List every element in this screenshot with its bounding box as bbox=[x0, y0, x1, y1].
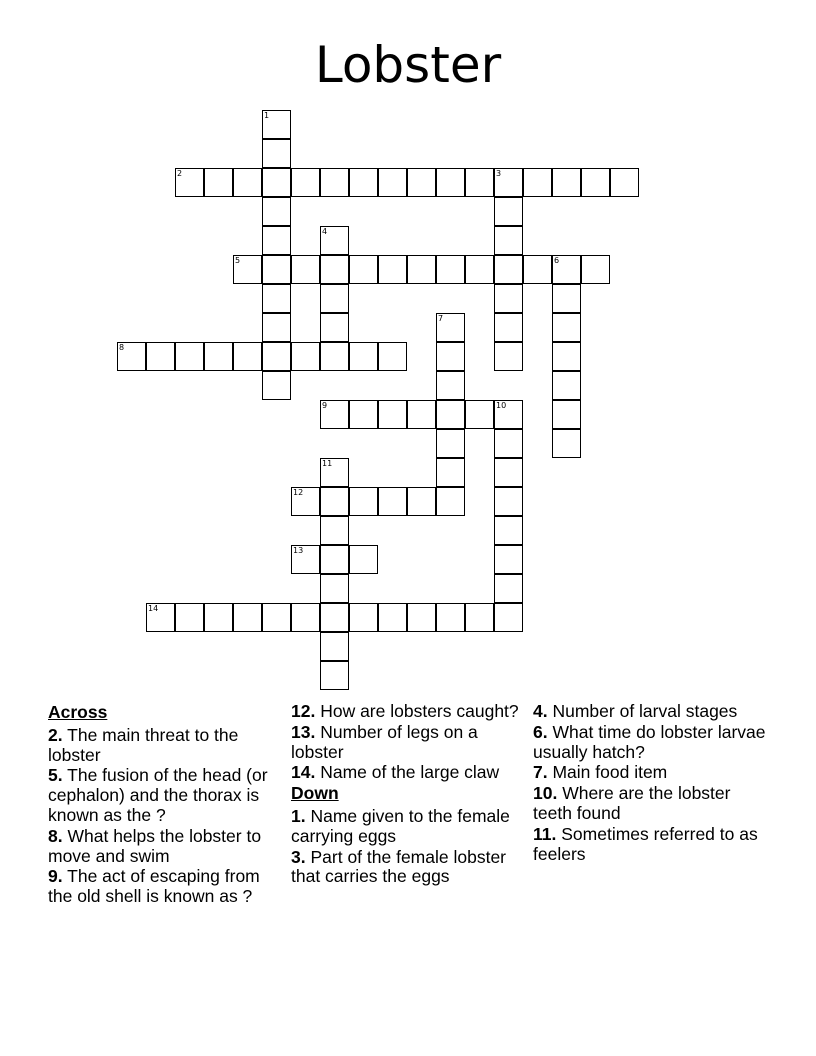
grid-cell[interactable] bbox=[494, 255, 523, 284]
grid-cell[interactable] bbox=[436, 487, 465, 516]
grid-cell[interactable] bbox=[523, 168, 552, 197]
grid-cell[interactable] bbox=[262, 342, 291, 371]
grid-cell[interactable] bbox=[349, 168, 378, 197]
grid-cell[interactable] bbox=[204, 168, 233, 197]
grid-cell[interactable] bbox=[233, 342, 262, 371]
grid-cell[interactable] bbox=[349, 603, 378, 632]
grid-cell[interactable] bbox=[407, 255, 436, 284]
grid-cell[interactable] bbox=[378, 168, 407, 197]
grid-cell[interactable] bbox=[494, 516, 523, 545]
grid-cell-11[interactable] bbox=[320, 458, 349, 487]
puzzle-title: Lobster bbox=[314, 36, 502, 94]
grid-cell[interactable] bbox=[378, 487, 407, 516]
clue-across-13: 13. Number of legs on a lobster bbox=[291, 721, 478, 762]
grid-cell[interactable] bbox=[465, 255, 494, 284]
grid-cell[interactable] bbox=[552, 429, 581, 458]
grid-cell[interactable] bbox=[291, 342, 320, 371]
grid-cell[interactable] bbox=[320, 516, 349, 545]
grid-cell[interactable] bbox=[233, 168, 262, 197]
grid-cell[interactable] bbox=[349, 400, 378, 429]
grid-cell[interactable] bbox=[320, 342, 349, 371]
grid-cell[interactable] bbox=[320, 284, 349, 313]
grid-cell[interactable] bbox=[320, 168, 349, 197]
clue-number: 8 bbox=[119, 343, 125, 352]
clue-across-2: 2. The main threat to the lobster bbox=[48, 724, 239, 765]
grid-cell[interactable] bbox=[320, 487, 349, 516]
grid-cell[interactable] bbox=[552, 313, 581, 342]
grid-cell[interactable] bbox=[320, 603, 349, 632]
grid-cell[interactable] bbox=[378, 342, 407, 371]
clues-column-2 bbox=[291, 702, 523, 888]
grid-cell[interactable] bbox=[407, 487, 436, 516]
clue-number: 1 bbox=[264, 111, 270, 120]
grid-cell[interactable] bbox=[320, 661, 349, 690]
clue-number: 9 bbox=[322, 401, 328, 410]
grid-cell[interactable] bbox=[175, 342, 204, 371]
clue-number: 3 bbox=[496, 169, 502, 178]
clue-number: 13 bbox=[293, 546, 304, 555]
grid-cell[interactable] bbox=[349, 255, 378, 284]
clue-number: 11 bbox=[322, 459, 333, 468]
grid-cell[interactable] bbox=[494, 545, 523, 574]
grid-cell[interactable] bbox=[436, 255, 465, 284]
grid-cell[interactable] bbox=[175, 603, 204, 632]
grid-cell[interactable] bbox=[523, 255, 552, 284]
grid-cell[interactable] bbox=[581, 168, 610, 197]
grid-cell[interactable] bbox=[349, 545, 378, 574]
clue-down-7: 7. Main food item bbox=[533, 762, 668, 783]
grid-cell[interactable] bbox=[494, 197, 523, 226]
grid-cell[interactable] bbox=[378, 603, 407, 632]
clue-across-14: 14. Name of the large claw bbox=[291, 762, 500, 783]
grid-cell-12[interactable] bbox=[291, 487, 320, 516]
grid-cell[interactable] bbox=[465, 168, 494, 197]
grid-cell-4[interactable] bbox=[320, 226, 349, 255]
down-heading: Down bbox=[291, 783, 339, 804]
grid-cell[interactable] bbox=[291, 603, 320, 632]
grid-cell[interactable] bbox=[407, 400, 436, 429]
grid-cell[interactable] bbox=[494, 313, 523, 342]
grid-cell[interactable] bbox=[436, 400, 465, 429]
grid-cell[interactable] bbox=[204, 342, 233, 371]
clue-number: 4 bbox=[322, 227, 328, 236]
clue-down-4: 4. Number of larval stages bbox=[533, 701, 738, 721]
grid-cell[interactable] bbox=[291, 255, 320, 284]
clue-down-6: 6. What time do lobster larvae usually hatch? bbox=[533, 721, 766, 762]
grid-cell[interactable] bbox=[436, 429, 465, 458]
grid-cell[interactable] bbox=[494, 603, 523, 632]
grid-cell[interactable] bbox=[494, 487, 523, 516]
grid-cell[interactable] bbox=[262, 168, 291, 197]
clue-number: 6 bbox=[554, 256, 560, 265]
grid-cell[interactable] bbox=[436, 371, 465, 400]
grid-cell[interactable] bbox=[320, 632, 349, 661]
clue-number: 12 bbox=[293, 488, 304, 497]
grid-cell[interactable] bbox=[552, 168, 581, 197]
grid-cell-10[interactable] bbox=[494, 400, 523, 429]
grid-cell[interactable] bbox=[552, 400, 581, 429]
grid-cell[interactable] bbox=[610, 168, 639, 197]
grid-cell[interactable] bbox=[407, 603, 436, 632]
grid-cell[interactable] bbox=[349, 342, 378, 371]
grid-cell[interactable] bbox=[233, 603, 262, 632]
grid-cell[interactable] bbox=[581, 255, 610, 284]
grid-cell[interactable] bbox=[552, 284, 581, 313]
grid-cell[interactable] bbox=[320, 545, 349, 574]
grid-cell[interactable] bbox=[494, 574, 523, 603]
clue-down-11: 11. Sometimes referred to as feelers bbox=[533, 823, 758, 864]
clue-across-12: 12. How are lobsters caught? bbox=[291, 701, 519, 721]
grid-cell[interactable] bbox=[204, 603, 233, 632]
grid-cell[interactable] bbox=[465, 603, 494, 632]
grid-cell[interactable] bbox=[262, 603, 291, 632]
grid-cell[interactable] bbox=[465, 400, 494, 429]
clue-number: 10 bbox=[496, 401, 507, 410]
grid-cell[interactable] bbox=[262, 197, 291, 226]
grid-cell[interactable] bbox=[494, 342, 523, 371]
grid-cell[interactable] bbox=[320, 313, 349, 342]
grid-cell[interactable] bbox=[378, 255, 407, 284]
clues-column-3 bbox=[533, 702, 773, 865]
across-heading: Across bbox=[48, 702, 108, 722]
grid-cell[interactable] bbox=[436, 342, 465, 371]
grid-cell-3[interactable] bbox=[494, 168, 523, 197]
clue-down-3: 3. Part of the female lobster that carries the eggs bbox=[291, 846, 507, 887]
grid-cell[interactable] bbox=[436, 458, 465, 487]
grid-cell[interactable] bbox=[552, 371, 581, 400]
grid-cell[interactable] bbox=[494, 458, 523, 487]
grid-cell[interactable] bbox=[262, 255, 291, 284]
grid-cell-1[interactable] bbox=[262, 110, 291, 139]
grid-cell-6[interactable] bbox=[552, 255, 581, 284]
clue-number: 14 bbox=[148, 604, 159, 613]
clues-column-1 bbox=[48, 702, 288, 908]
grid-cell-14[interactable] bbox=[146, 603, 175, 632]
grid-cell[interactable] bbox=[349, 487, 378, 516]
grid-cell[interactable] bbox=[436, 168, 465, 197]
clue-number: 7 bbox=[438, 314, 444, 323]
clue-down-1: 1. Name given to the female carrying eggs bbox=[291, 805, 510, 846]
grid-cell[interactable] bbox=[436, 603, 465, 632]
grid-cell-7[interactable] bbox=[436, 313, 465, 342]
clue-down-10: 10. Where are the lobster teeth found bbox=[533, 783, 731, 823]
clue-number: 5 bbox=[235, 256, 241, 265]
grid-cell-8[interactable] bbox=[117, 342, 146, 371]
grid-cell[interactable] bbox=[320, 574, 349, 603]
clue-across-8: 8. What helps the lobster to move and swim bbox=[48, 825, 262, 866]
grid-cell[interactable] bbox=[262, 371, 291, 400]
grid-cell[interactable] bbox=[552, 342, 581, 371]
grid-cell[interactable] bbox=[291, 168, 320, 197]
grid-cell-2[interactable] bbox=[175, 168, 204, 197]
clue-across-9: 9. The act of escaping from the old shell is known as ? bbox=[48, 866, 260, 907]
grid-cell[interactable] bbox=[262, 313, 291, 342]
grid-cell[interactable] bbox=[262, 284, 291, 313]
grid-cell-9[interactable] bbox=[320, 400, 349, 429]
grid-cell[interactable] bbox=[146, 342, 175, 371]
grid-cell-13[interactable] bbox=[291, 545, 320, 574]
grid-cell-5[interactable] bbox=[233, 255, 262, 284]
grid-cell[interactable] bbox=[494, 429, 523, 458]
grid-cell[interactable] bbox=[262, 226, 291, 255]
clue-number: 2 bbox=[177, 169, 183, 178]
grid-cell[interactable] bbox=[494, 226, 523, 255]
grid-cell[interactable] bbox=[262, 139, 291, 168]
grid-cell[interactable] bbox=[494, 284, 523, 313]
grid-cell[interactable] bbox=[320, 255, 349, 284]
grid-cell[interactable] bbox=[407, 168, 436, 197]
grid-cell[interactable] bbox=[378, 400, 407, 429]
clue-across-5: 5. The fusion of the head (or cephalon) and the thorax is known as the ? bbox=[48, 765, 268, 825]
